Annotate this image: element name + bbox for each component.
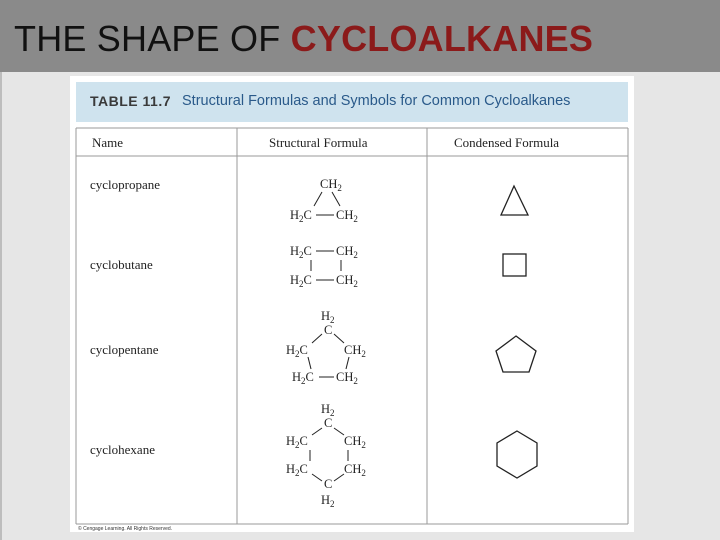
slide-title-bar xyxy=(0,0,720,72)
triangle-icon xyxy=(501,186,528,215)
svg-text:CH2: $CH_2$ xyxy=(344,343,366,359)
slide-title-accent: CYCLOALKANES xyxy=(290,18,594,59)
svg-text:H2: $H_2$ xyxy=(321,493,335,509)
left-strip xyxy=(0,72,2,540)
row-name-cyclopropane: cyclopropane xyxy=(90,177,161,192)
svg-text:H2C: $H_2C$ xyxy=(290,244,312,260)
table-caption: Structural Formulas and Symbols for Common Cycloalkanes xyxy=(182,93,571,109)
table-number: TABLE 11.7 xyxy=(90,93,171,109)
column-header-structural: Structural Formula xyxy=(269,135,368,150)
svg-text:CH2: $CH_2$ xyxy=(344,434,366,450)
svg-text:CH2: $CH_2$ xyxy=(336,244,358,260)
svg-text:C: C xyxy=(324,416,333,430)
slide-title-prefix: THE SHAPE OF xyxy=(14,18,291,59)
svg-text:H2C: $H_2C$ xyxy=(290,273,312,289)
svg-text:CH2: $CH_2$ xyxy=(336,208,358,224)
cyclohexane-structure xyxy=(286,402,366,509)
hexagon-icon xyxy=(497,431,537,478)
svg-text:CH2: $CH_2$ xyxy=(336,273,358,289)
cyclobutane-structure xyxy=(290,244,358,289)
svg-text:H2C: $H_2C$ xyxy=(286,462,308,478)
svg-text:H2C: $H_2C$ xyxy=(290,208,312,224)
column-header-name: Name xyxy=(92,135,124,150)
row-name-cyclopentane: cyclopentane xyxy=(90,342,159,357)
svg-text:C: C xyxy=(324,323,333,337)
svg-text:C: C xyxy=(324,477,333,491)
copyright-notice: © Cengage Learning. All Rights Reserved. xyxy=(78,526,173,532)
svg-text:H2: $H_2$ xyxy=(321,402,335,418)
pentagon-icon xyxy=(496,336,536,372)
svg-text:CH2: $CH_2$ xyxy=(344,462,366,478)
svg-text:CH2: $CH_2$ xyxy=(320,177,342,193)
cyclopropane-structure xyxy=(290,177,358,224)
table-card xyxy=(70,76,634,532)
square-icon xyxy=(503,254,526,276)
slide-title xyxy=(14,18,593,60)
svg-text:H2C: $H_2C$ xyxy=(286,434,308,450)
column-header-condensed: Condensed Formula xyxy=(454,135,560,150)
row-name-cyclobutane: cyclobutane xyxy=(90,257,153,272)
svg-text:H2C: $H_2C$ xyxy=(292,370,314,386)
svg-text:H2: $H_2$ xyxy=(321,309,335,325)
svg-text:H2C: $H_2C$ xyxy=(286,343,308,359)
row-name-cyclohexane: cyclohexane xyxy=(90,442,155,457)
table-grid xyxy=(70,76,634,532)
svg-text:CH2: $CH_2$ xyxy=(336,370,358,386)
cyclopentane-structure xyxy=(286,309,366,386)
